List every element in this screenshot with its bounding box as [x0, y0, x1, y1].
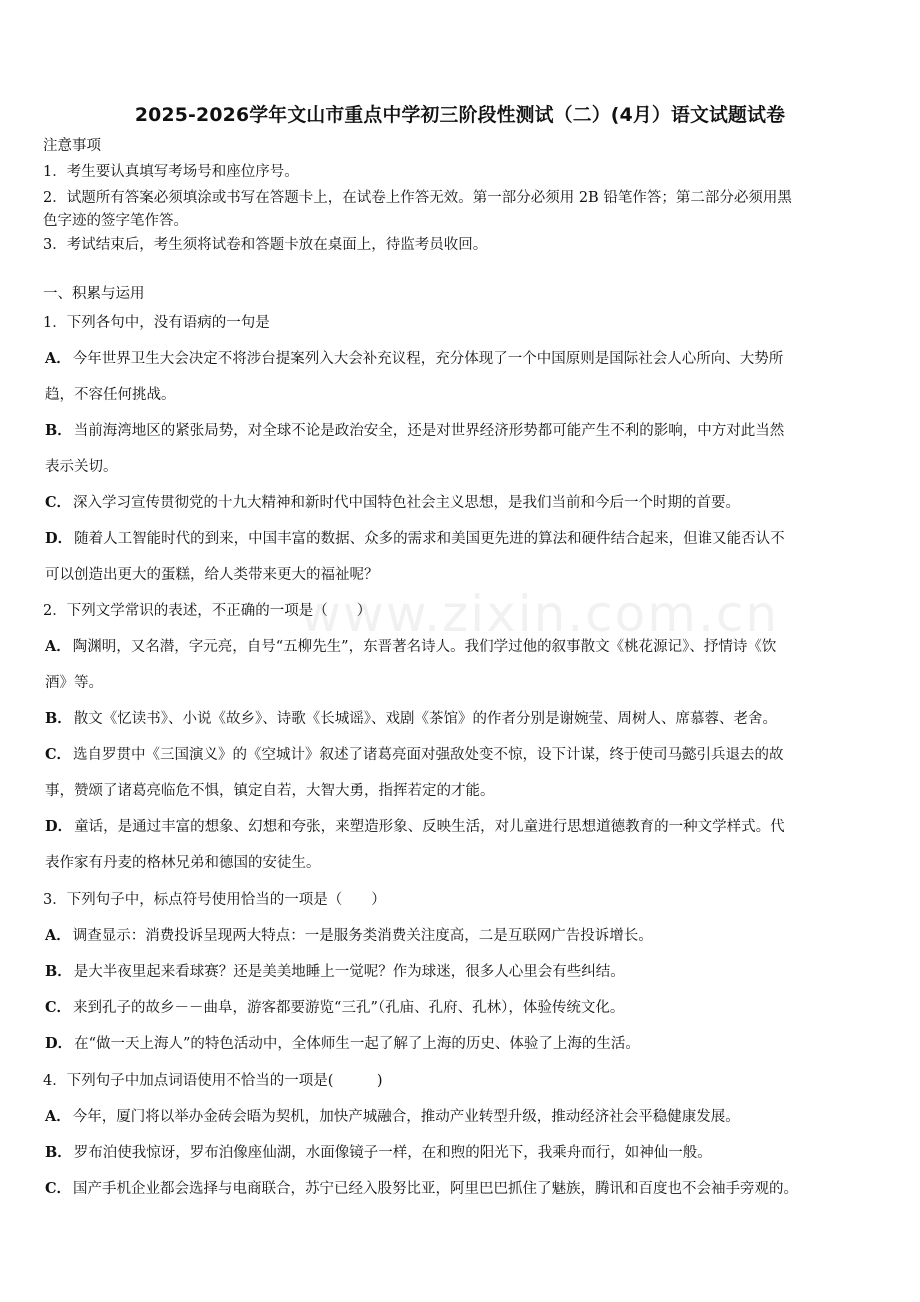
option-text: 调查显示：消费投诉呈现两大特点：一是服务类消费关注度高，二是互联网广告投诉增长。	[72, 928, 653, 944]
notice-item: 2．试题所有答案必须填涂或书写在答题卡上，在试卷上作答无效。第一部分必须用 2B 铅笔作答；第二部分必须用黑	[43, 190, 792, 206]
option-continuation: 酒》等。	[45, 675, 103, 691]
option-text: 国产手机企业都会选择与电商联合，苏宁已经入股努比亚，阿里巴巴抓住了魅族，腾讯和百度也不会袖手旁观的。	[73, 1181, 799, 1197]
option-text: 童话，是通过丰富的想象、幻想和夸张，来塑造形象、反映生活，对儿童进行思想道德教育的一种文学样式。代	[74, 819, 785, 835]
option-letter: C．	[45, 746, 72, 763]
option-text: 随着人工智能时代的到来，中国丰富的数据、众多的需求和美国更先进的算法和硬件结合起来，但谁又能否认不	[74, 531, 785, 547]
option-text: 罗布泊使我惊讶，罗布泊像座仙湖，水面像镜子一样，在和煦的阳光下，我乘舟而行，如神仙一般。	[73, 1145, 712, 1161]
option-d	[45, 1034, 640, 1054]
option-text: 今年世界卫生大会决定不将涉台提案列入大会补充议程，充分体现了一个中国原则是国际社会人心所向、大势所	[72, 351, 784, 367]
option-d	[45, 817, 785, 837]
option-text: 陶渊明，又名潜，字元亮，自号“五柳先生”，东晋著名诗人。我们学过他的叙事散文《桃花源记》、抒情诗《饮	[72, 639, 777, 655]
question-stem: 2．下列文学常识的表述，不正确的一项是（ ）	[43, 603, 372, 619]
option-text: 来到孔子的故乡－－曲阜，游客都要游览“三孔”（孔庙、孔府、孔林），体验传统文化。	[73, 1000, 625, 1016]
option-letter: D．	[45, 818, 73, 835]
question-stem: 3．下列句子中，标点符号使用恰当的一项是（ ）	[43, 892, 386, 908]
option-letter: B．	[45, 1144, 72, 1161]
option-a	[45, 349, 783, 369]
option-b	[45, 962, 625, 982]
option-text: 散文《忆读书》、小说《故乡》、诗歌《长城谣》、戏剧《茶馆》的作者分别是谢婉莹、周树人、席慕蓉、老舍。	[73, 711, 778, 727]
notice-item: 3．考试结束后，考生须将试卷和答题卡放在桌面上，待监考员收回。	[43, 237, 488, 253]
option-text: 在“做一天上海人”的特色活动中，全体师生一起了解了上海的历史、体验了上海的生活。	[74, 1036, 640, 1052]
watermark: www.zixin.com.cn	[300, 585, 780, 643]
option-letter: C．	[45, 999, 72, 1016]
option-b	[45, 709, 777, 729]
option-letter: A．	[45, 1108, 71, 1125]
option-c	[45, 1179, 798, 1199]
page-title: 2025-2026学年文山市重点中学初三阶段性测试（二）(4月）语文试题试卷	[134, 105, 786, 126]
option-c	[45, 745, 784, 765]
option-letter: B．	[45, 710, 72, 727]
option-text: 今年，厦门将以举办金砖会晤为契机，加快产城融合，推动产业转型升级，推动经济社会平稳健康发展。	[72, 1109, 740, 1125]
option-letter: A．	[45, 927, 71, 944]
option-text: 选自罗贯中《三国演义》的《空城计》叙述了诸葛亮面对强敌处变不惊，设下计谋，终于使司马懿引兵退去的故	[73, 747, 784, 763]
option-letter: B．	[45, 963, 72, 980]
notice-item: 色字迹的签字笔作答。	[43, 213, 188, 229]
option-c	[45, 493, 740, 513]
notice-heading: 注意事项	[43, 138, 101, 154]
option-letter: A．	[45, 350, 71, 367]
option-continuation: 可以创造出更大的蛋糕，给人类带来更大的福祉呢？	[45, 567, 379, 583]
notice-item: 1．考生要认真填写考场号和座位序号。	[43, 164, 299, 180]
option-letter: C．	[45, 494, 72, 511]
question-stem: 4．下列句子中加点词语使用不恰当的一项是( )	[43, 1073, 383, 1089]
option-a	[45, 637, 776, 657]
option-letter: B．	[45, 422, 72, 439]
option-b	[45, 421, 784, 441]
option-text: 当前海湾地区的紧张局势，对全球不论是政治安全，还是对世界经济形势都可能产生不利的影响，中方对此当然	[73, 423, 785, 439]
option-text: 深入学习宣传贯彻党的十九大精神和新时代中国特色社会主义思想，是我们当前和今后一个时期的首要。	[73, 495, 741, 511]
option-text: 是大半夜里起来看球赛？还是美美地睡上一觉呢？作为球迷，很多人心里会有些纠结。	[73, 964, 625, 980]
option-continuation: 事，赞颂了诸葛亮临危不惧，镇定自若，大智大勇，指挥若定的才能。	[45, 783, 495, 799]
option-continuation: 表示关切。	[45, 459, 118, 475]
option-a	[45, 926, 653, 946]
section-heading: 一、积累与运用	[43, 286, 145, 302]
question-stem: 1．下列各句中，没有语病的一句是	[43, 315, 270, 331]
option-c	[45, 998, 624, 1018]
option-letter: C．	[45, 1180, 72, 1197]
option-letter: D．	[45, 530, 73, 547]
option-letter: D．	[45, 1035, 73, 1052]
option-b	[45, 1143, 712, 1163]
option-letter: A．	[45, 638, 71, 655]
option-d	[45, 529, 785, 549]
option-a	[45, 1107, 740, 1127]
option-continuation: 表作家有丹麦的格林兄弟和德国的安徒生。	[45, 855, 321, 871]
option-continuation: 趋，不容任何挑战。	[45, 387, 176, 403]
